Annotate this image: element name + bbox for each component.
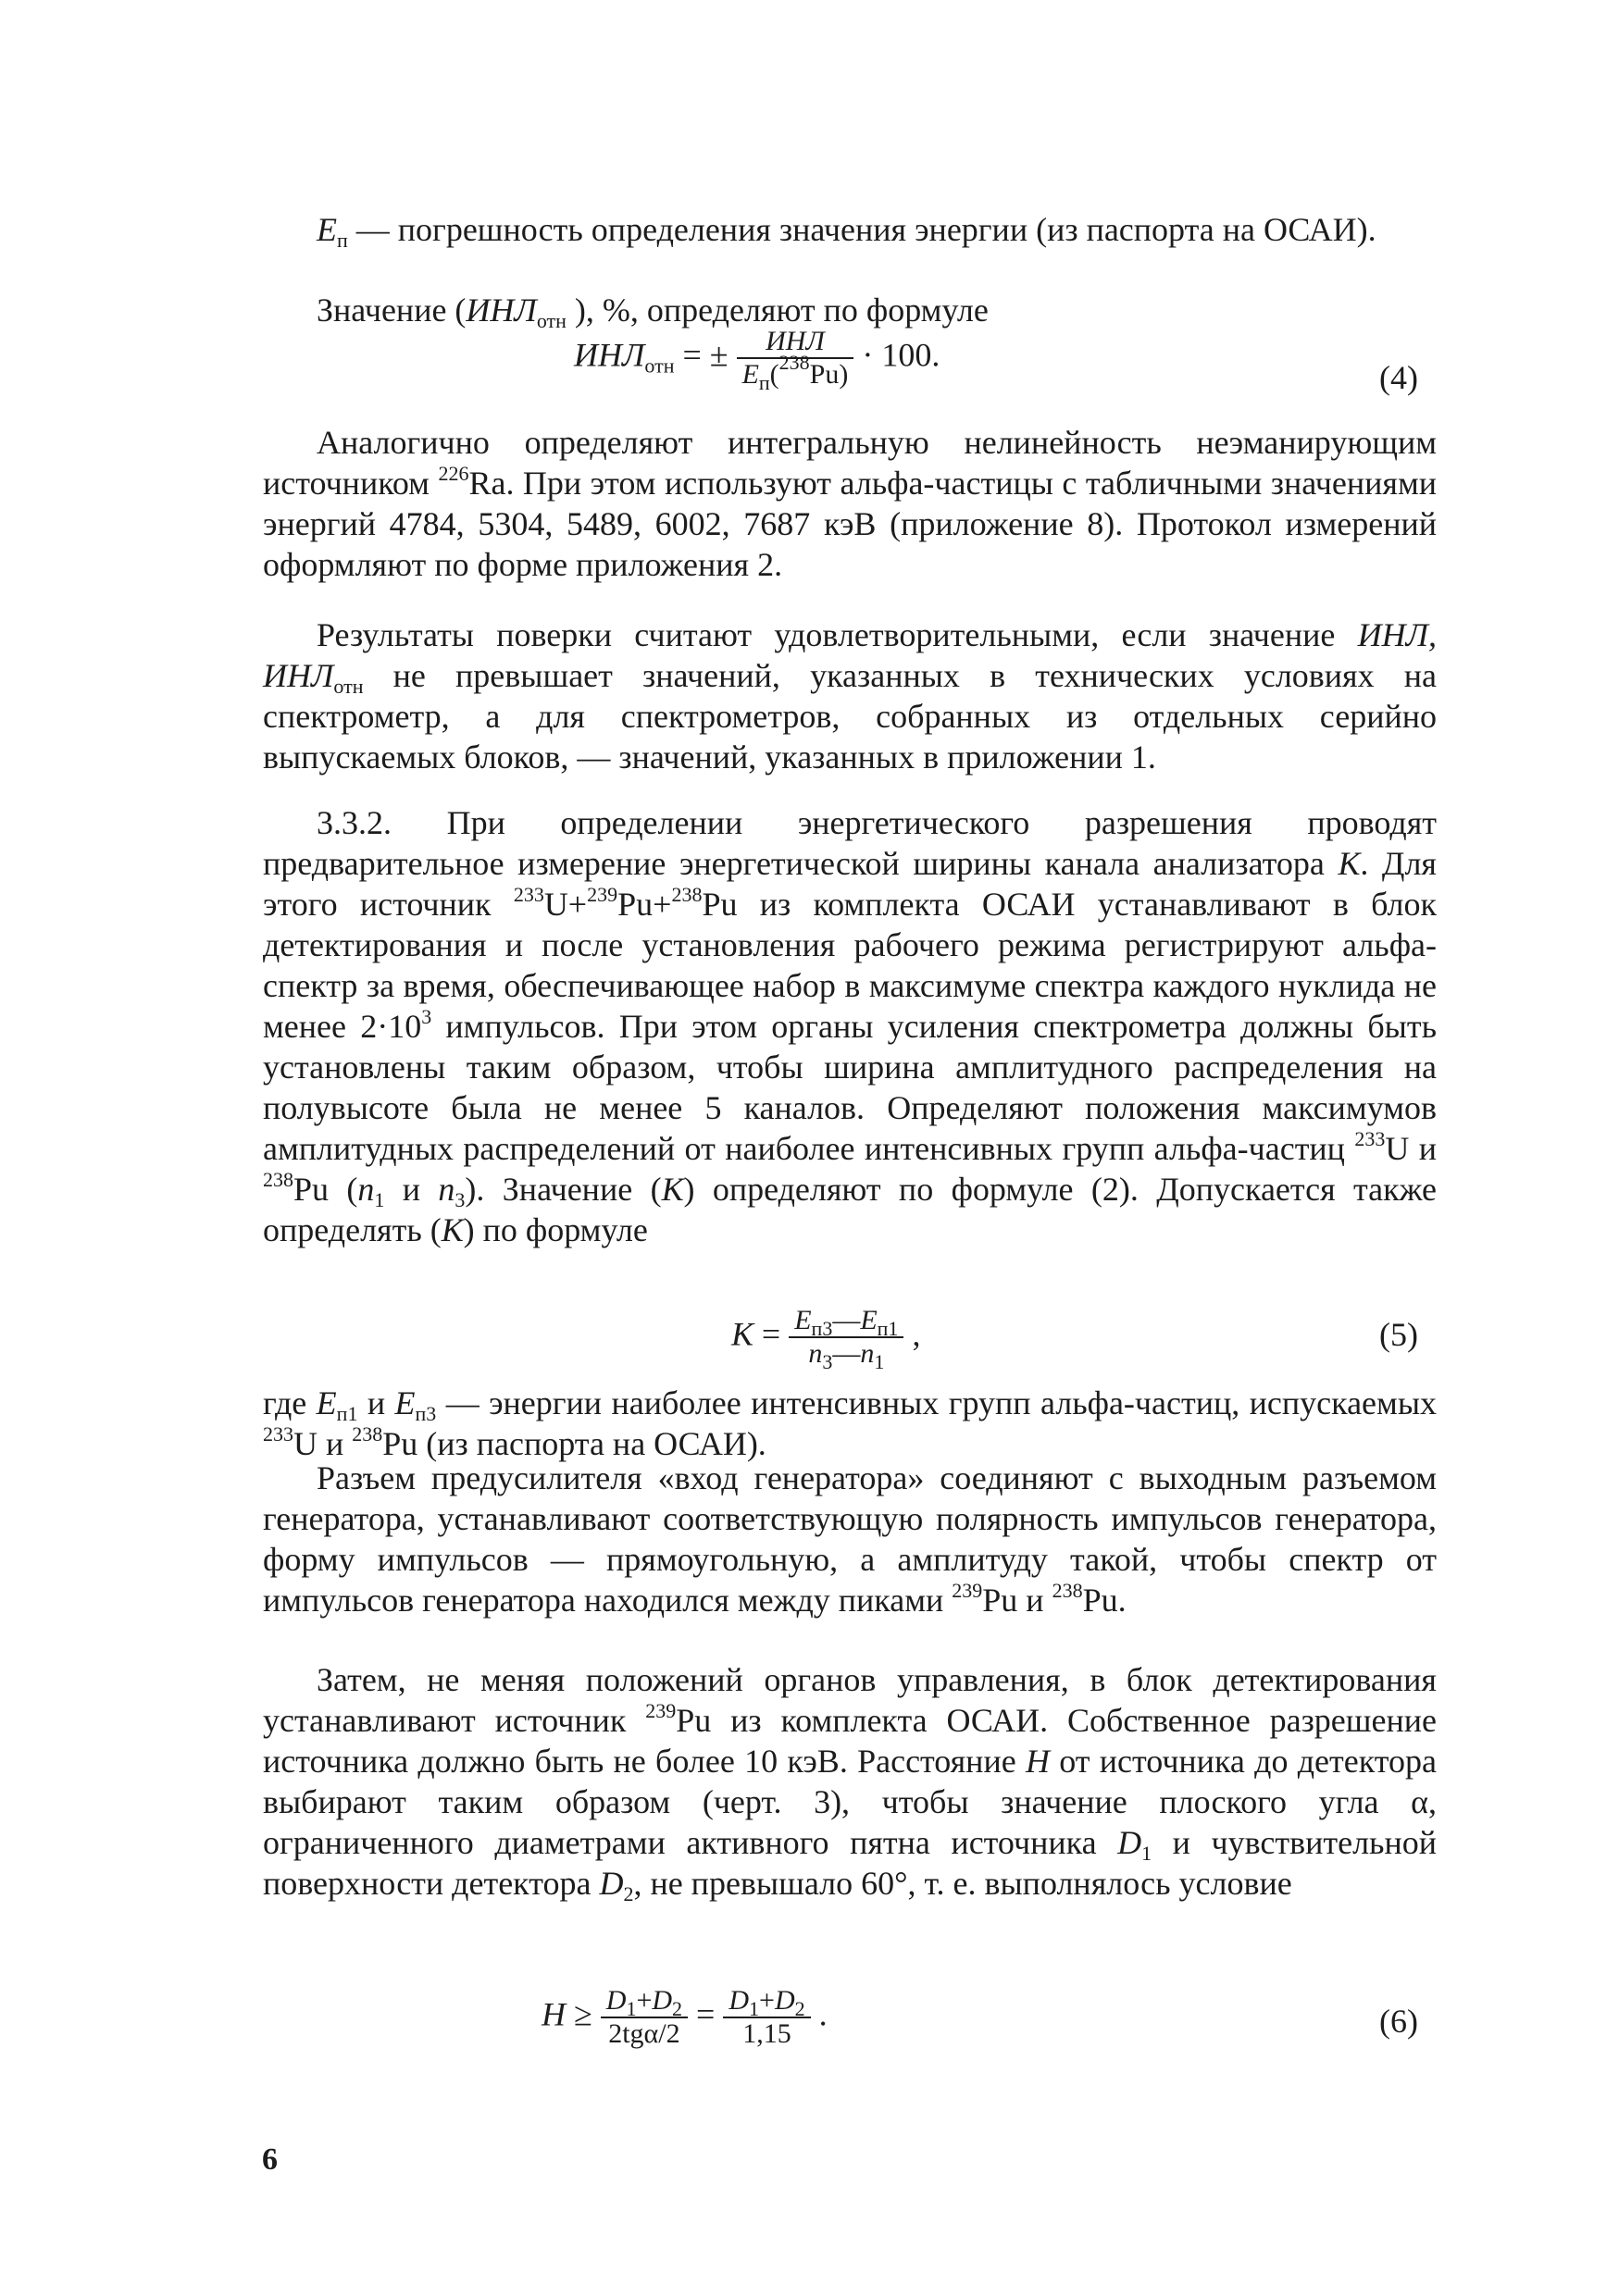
equation-number-5: (5) [1379,1316,1418,1353]
subscript: п [337,229,348,252]
paragraph-results: Результаты поверки считают удовлетворительными, если значение ИНЛ, $ИНЛ_{отн}$ не превышает значений, указанных в технических условиях на спектрометр, а для спектрометров, собранных из отдельных серийно выпускаемых блоков, — значений, указанных в приложении 1. [263,616,1437,776]
formula-5: К = $\frac{E_{п3}—E_{п1}}{n_3—n_1}$ , [731,1305,921,1373]
inl-rel-intro: Значение ($ИНЛ_{отн}$ ), %, определяют по формуле [317,292,989,332]
formula-4: $ИНЛ_{отн}$ = ± $\frac{\text{ИНЛ}}{E_п(^{238}Pu)}$ · 100. [574,326,940,394]
equation-number-6: (6) [1379,2003,1418,2040]
paragraph-3-3-2: 3.3.2. При определении энергетического разрешения проводят предварительное измерение энергетической ширины канала анализатора К. Для этого источник $^{233}$U+$^{239}$Pu+$^{238}$Pu из комплекта ОСАИ устанавливают в блок детектирования и после установления рабочего режима регистрируют альфа-спектр за время, обеспечивающее набор в максимуме спектра каждого нуклида не менее $2\cdot 10^3$ импульсов. При этом органы усиления спектрометра должны быть установлены таким образом, чтобы ширина амплитудного распределения на полувысоте была не менее 5 каналов. Определяют положения максимумов амплитудных распределений от наиболее интенсивных групп альфа-частиц $^{233}$U и $^{238}$Pu ($n_1$ и $n_3$). Значение (К) определяют по формуле (2). Допускается также определять (К) по формуле [263,804,1438,1248]
definition-E-p [263,209,1437,250]
paragraph-preamp: Разъем предусилителя «вход генератора» соединяют с выходным разъемом генератора, устанавливают соответствующую полярность импульсов генератора, форму импульсов — прямоугольную, а амплитуду такой, чтобы спектр от импульсов генератора находился между пиками $^{239}$Pu и $^{238}$Pu. [263,1459,1437,1619]
symbol-E: E [317,211,337,248]
paragraph-radium-source: Аналогично определяют интегральную нелинейность неэманирующим источником $^{226}$Ra. При этом используют альфа-частицы с табличными значениями энергий 4784, 5304, 5489, 6002, 7687 кэВ (приложение 8). Протокол измерений оформляют по форме приложения 2. [263,424,1437,583]
formula-6: H ≥ $\frac{D_1+D_2}{\text{2tgα/2}}$ = $\frac{D_1+D_2}{1,15}$ . [542,1985,828,2049]
paragraph-text: — погрешность определения значения энергии (из паспорта на ОСАИ). [347,211,1376,248]
equation-number-4: (4) [1379,359,1418,396]
fraction: $\frac{D_1+D_2}{1,15}$ [723,1985,810,2050]
fraction: $\frac{D_1+D_2}{\text{2tgα/2}}$ [601,1985,688,2050]
fraction: $\frac{\text{ИНЛ}}{E_п(^{238}Pu)}$ [737,326,854,391]
paragraph-where: где $E_{п1}$ и $E_{п3}$ — энергии наиболее интенсивных групп альфа-частиц, испускаемых $^{233}$U и $^{238}$Pu (из паспорта на ОСАИ). [263,1384,1438,1462]
page-number: 6 [262,2142,278,2177]
symbol-inl: ИНЛ [466,292,537,329]
fraction: $\frac{E_{п3}—E_{п1}}{n_3—n_1}$ [789,1305,903,1370]
paragraph-source-distance: Затем, не меняя положений органов управления, в блок детектирования устанавливают источник $^{239}$Pu из комплекта ОСАИ. Собственное разрешение источника должно быть не более 10 кэВ. Расстояние H от источника до детектора выбирают таким образом (черт. 3), чтобы значение плоского угла α, ограниченного диаметрами активного пятна источника $D_1$ и чувствительной поверхности детектора $D_2$, не превышало 60°, т. е. выполнялось условие [263,1661,1437,1905]
